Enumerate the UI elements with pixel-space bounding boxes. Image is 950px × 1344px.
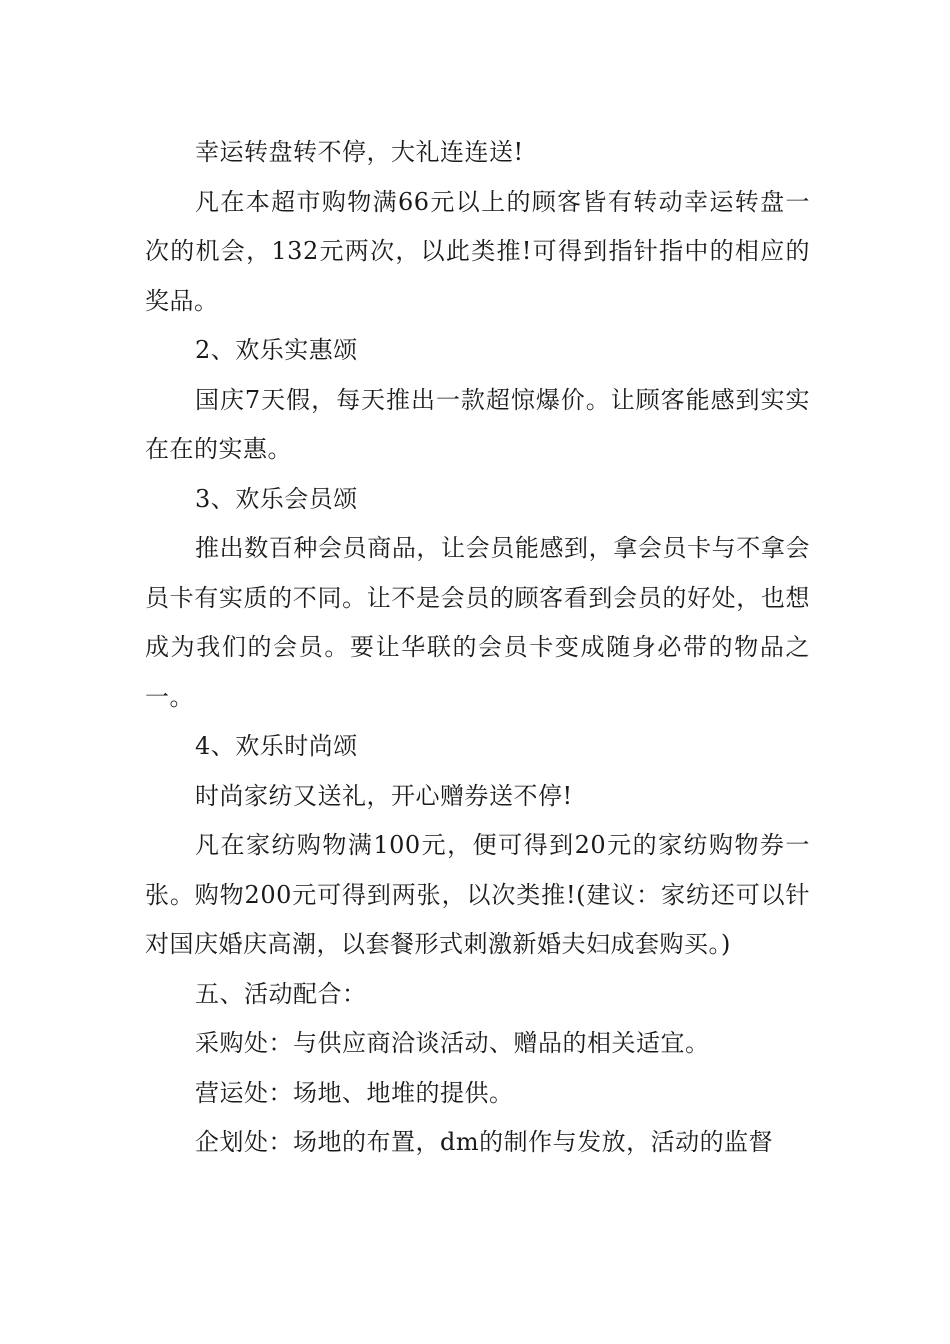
section-heading-value-ode: 2、欢乐实惠颂 xyxy=(195,336,358,364)
section-heading-activity-coordination: 五、活动配合： xyxy=(195,979,367,1008)
paragraph-value-ode: 国庆7天假，每天推出一款超惊爆价。让顾客能感到实实在在的实惠。 xyxy=(145,385,810,463)
section-heading-fashion-ode: 4、欢乐时尚颂 xyxy=(195,732,358,760)
paragraph-lucky-wheel-slogan: 幸运转盘转不停，大礼连连送! xyxy=(195,138,524,166)
paragraph-planning-dept: 企划处：场地的布置，dm的制作与发放，活动的监督 xyxy=(195,1128,774,1156)
paragraph-fashion-rules: 凡在家纺购物满100元，便可得到20元的家纺购物券一张。购物200元可得到两张，以次类推!(建议：家纺还可以针对国庆婚庆高潮，以套餐形式刺激新婚夫妇成套购买。) xyxy=(145,831,810,958)
document-body xyxy=(145,128,810,1168)
paragraph-member-ode: 推出数百种会员商品，让会员能感到，拿会员卡与不拿会员卡有实质的不同。让不是会员的顾客看到会员的好处，也想成为我们的会员。要让华联的会员卡变成随身必带的物品之一。 xyxy=(145,534,810,711)
paragraph-lucky-wheel-rules: 凡在本超市购物满66元以上的顾客皆有转动幸运转盘一次的机会，132元两次，以此类推!可得到指针指中的相应的奖品。 xyxy=(145,187,810,315)
section-heading-member-ode: 3、欢乐会员颂 xyxy=(195,484,358,513)
paragraph-fashion-slogan: 时尚家纺又送礼，开心赠券送不停! xyxy=(195,781,573,810)
paragraph-purchasing-dept: 采购处：与供应商洽谈活动、赠品的相关适宜。 xyxy=(195,1029,710,1057)
paragraph-operations-dept: 营运处：场地、地堆的提供。 xyxy=(195,1078,514,1107)
